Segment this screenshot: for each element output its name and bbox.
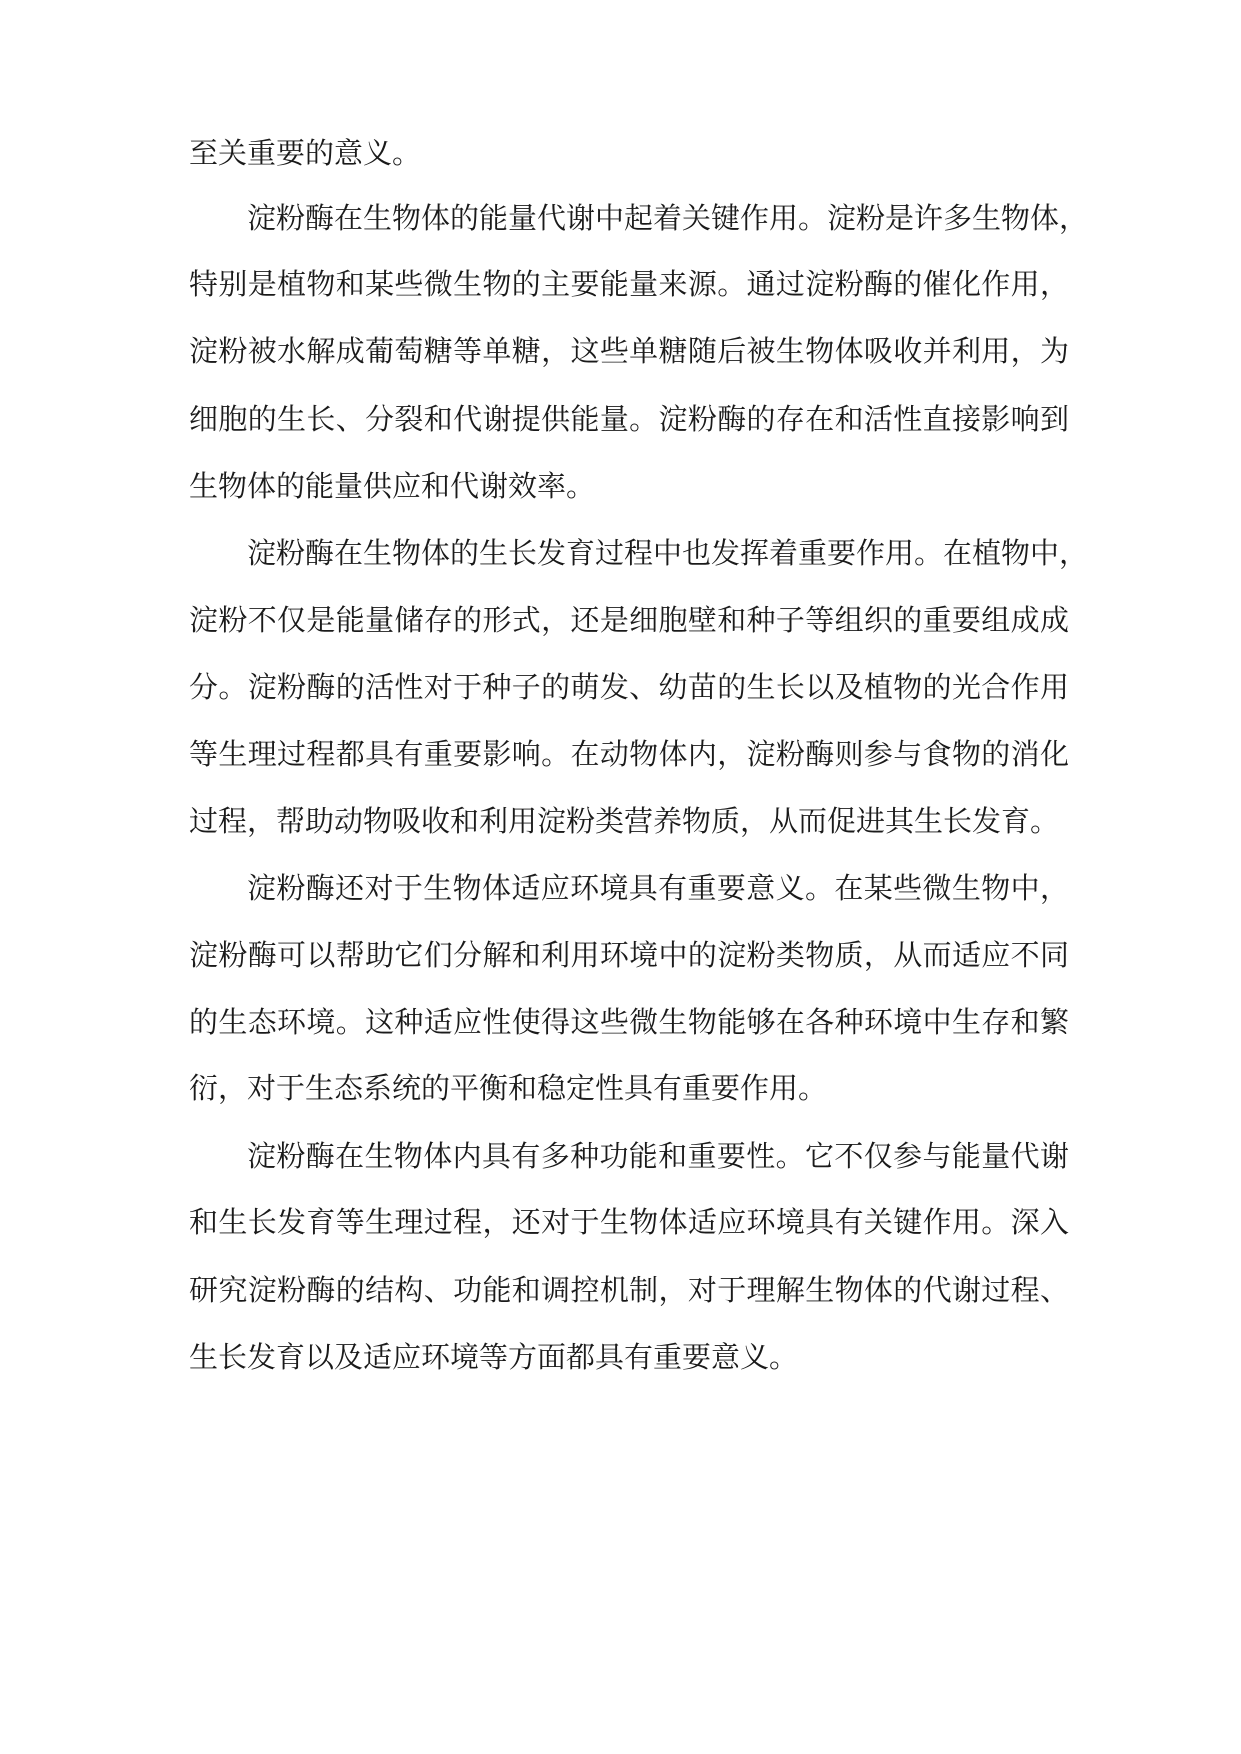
text-line: 研究淀粉酶的结构、功能和调控机制，对于理解生物体的代谢过程、: [189, 1273, 1069, 1307]
paragraph-first-line: 淀粉酶还对于生物体适应环境具有重要意义。在某些微生物中，: [247, 871, 1069, 905]
paragraph-first-line: 淀粉酶在生物体内具有多种功能和重要性。它不仅参与能量代谢: [247, 1139, 1069, 1173]
text-line: 过程，帮助动物吸收和利用淀粉类营养物质，从而促进其生长发育。: [189, 804, 1060, 838]
paragraph-first-line: 淀粉酶在生物体的生长发育过程中也发挥着重要作用。在植物中，: [247, 536, 1089, 570]
text-line: 淀粉酶可以帮助它们分解和利用环境中的淀粉类物质，从而适应不同: [189, 938, 1069, 972]
text-line: 衍，对于生态系统的平衡和稳定性具有重要作用。: [189, 1071, 828, 1105]
text-line: 至关重要的意义。: [189, 136, 422, 170]
text-line: 淀粉被水解成葡萄糖等单糖，这些单糖随后被生物体吸收并利用，为: [189, 334, 1069, 368]
text-line: 特别是植物和某些微生物的主要能量来源。通过淀粉酶的催化作用，: [189, 267, 1069, 301]
text-line: 生物体的能量供应和代谢效率。: [189, 469, 596, 503]
text-line: 淀粉不仅是能量储存的形式，还是细胞壁和种子等组织的重要组成成: [189, 603, 1069, 637]
text-line: 和生长发育等生理过程，还对于生物体适应环境具有关键作用。深入: [189, 1205, 1069, 1239]
paragraph-first-line: 淀粉酶在生物体的能量代谢中起着关键作用。淀粉是许多生物体，: [247, 201, 1089, 235]
text-line: 的生态环境。这种适应性使得这些微生物能够在各种环境中生存和繁: [189, 1005, 1069, 1039]
text-line: 分。淀粉酶的活性对于种子的萌发、幼苗的生长以及植物的光合作用: [189, 670, 1069, 704]
text-line: 细胞的生长、分裂和代谢提供能量。淀粉酶的存在和活性直接影响到: [189, 402, 1069, 436]
text-line: 等生理过程都具有重要影响。在动物体内，淀粉酶则参与食物的消化: [189, 737, 1069, 771]
text-line: 生长发育以及适应环境等方面都具有重要意义。: [189, 1340, 799, 1374]
